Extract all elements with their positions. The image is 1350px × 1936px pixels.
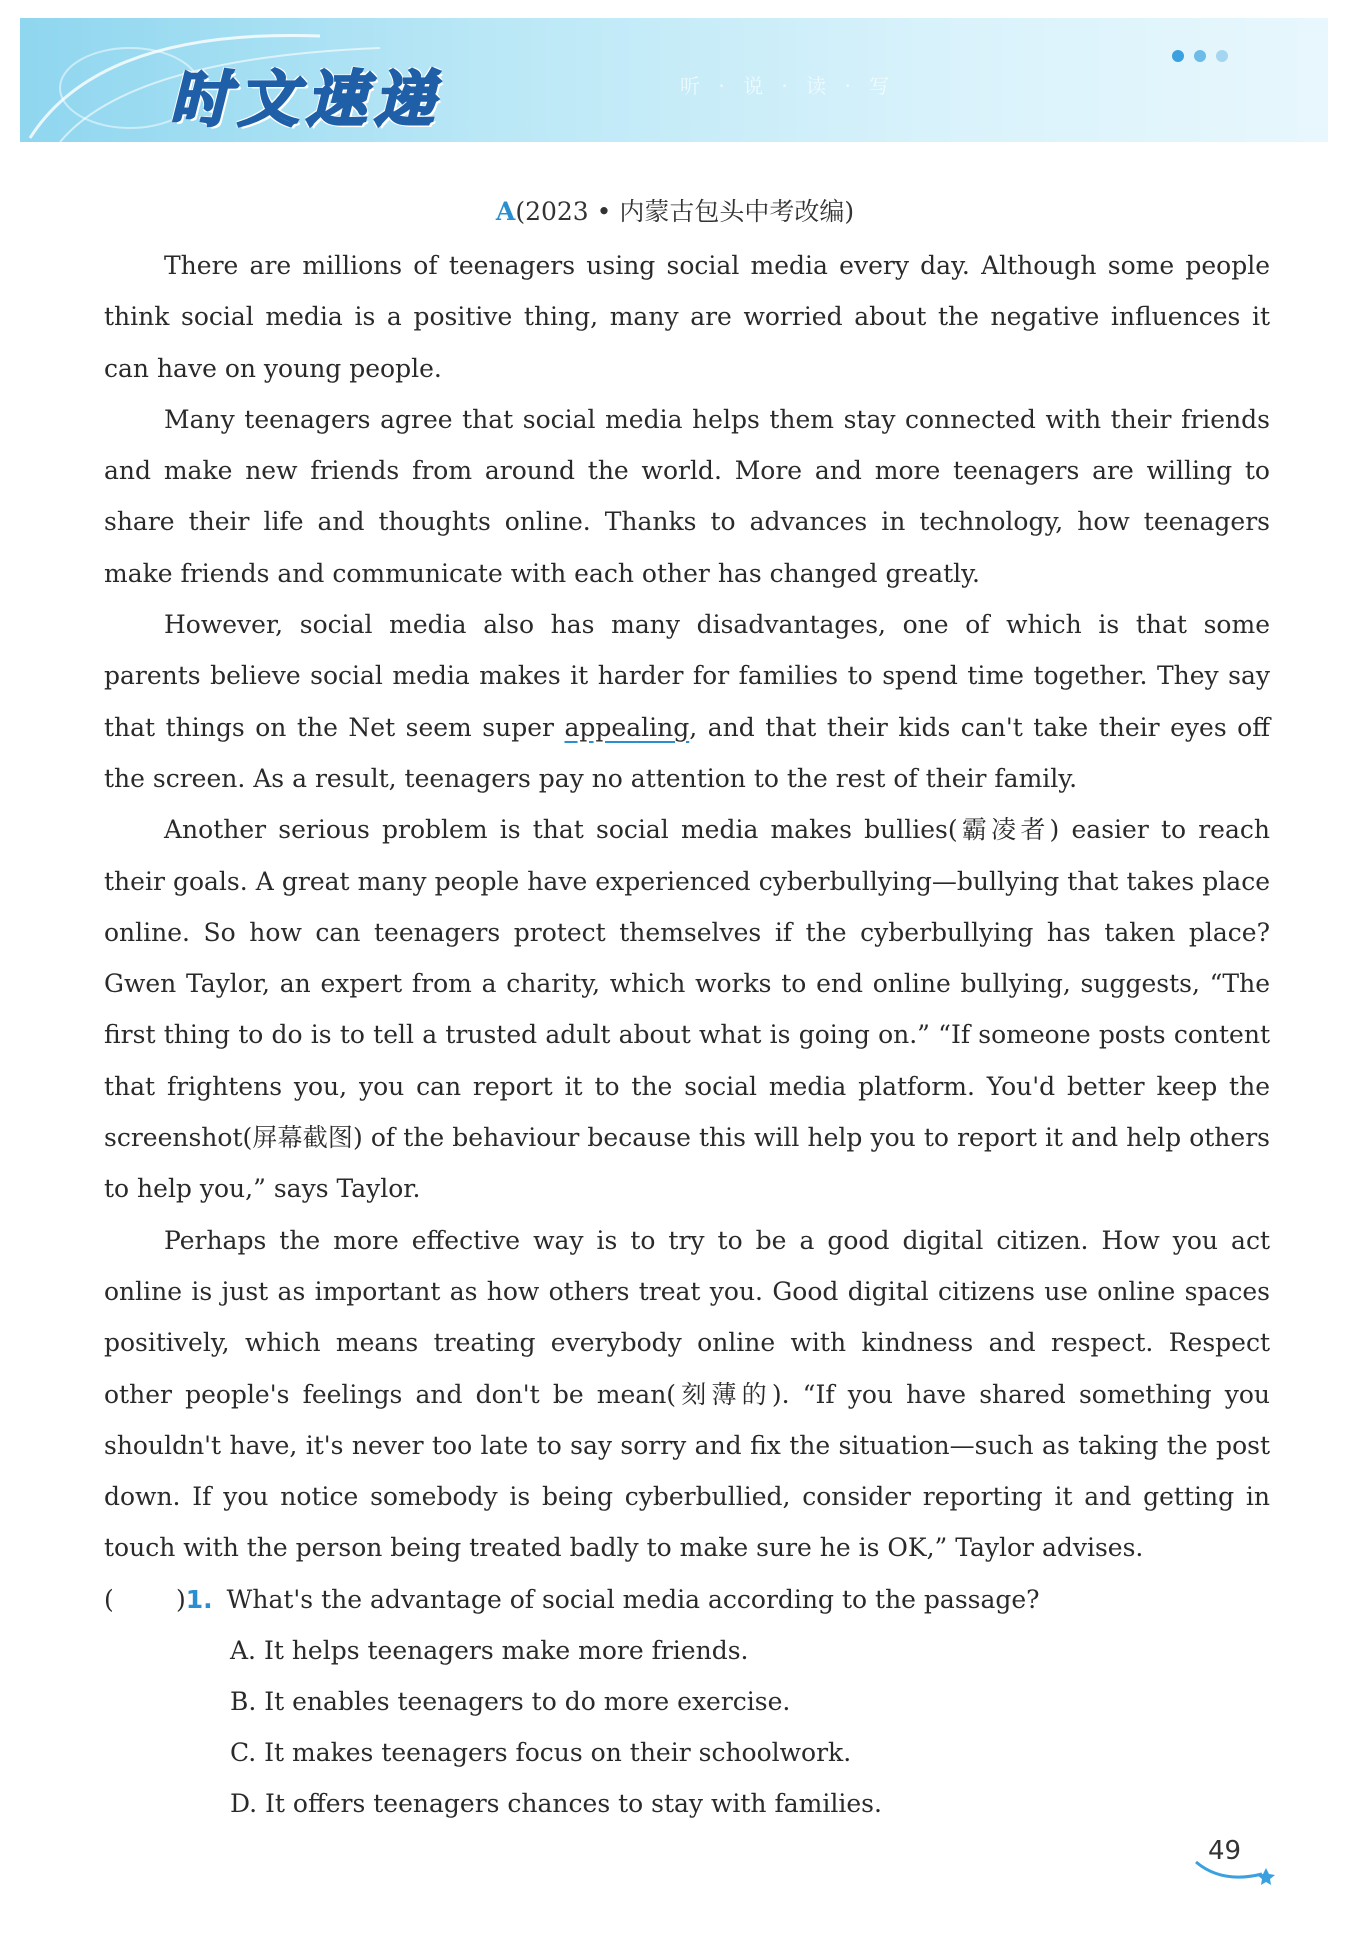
question-1: [104, 1574, 1270, 1829]
source-text: (2023 • 内蒙古包头中考改编): [515, 197, 855, 226]
question-stem: [104, 1574, 1270, 1625]
section-title: 时文速递: [170, 65, 442, 135]
paragraph-2: Many teenagers agree that social media helps them stay connected with their friends and make new friends from around the world. More and more teenagers are willing to share their life and thoughts online. Thanks to advances in technology, how teenagers make friends and communicate with each other has changed greatly.: [104, 404, 1270, 588]
decorative-dots-icon: [1172, 50, 1228, 62]
paragraph-5: Perhaps the more effective way is to try to be a good digital citizen. How you act online is just as important as how others treat you. Good digital citizens use online spaces positively, which means treating everybody online with kindness and respect. Respect other people's feelings and don't be mean(刻薄的). “If you have shared something you shouldn't have, it's never too late to say sorry and fix the situation—such as taking the post down. If you notice somebody is being cyberbullied, consider reporting it and getting in touch with the person being treated badly to make sure he is OK,” Taylor advises.: [104, 1225, 1270, 1563]
paragraph-3-text-b: , and that their kids can't take their eyes off the screen. As a result, teenagers pay no attention to the rest of their family.: [104, 712, 1270, 793]
question-number: 1.: [185, 1585, 213, 1614]
option-b[interactable]: B. It enables teenagers to do more exercise.: [230, 1687, 791, 1716]
paragraph-4: Another serious problem is that social media makes bullies(霸凌者) easier to reach their goals. A great many people have experienced cyberbullying—bullying that takes place online. So how can teenagers protect themselves if the cyberbullying has taken place? Gwen Taylor, an expert from a charity, which works to end online bullying, suggests, “The first thing to do is to tell a trusted adult about what is going on.” “If someone posts content that frightens you, you can report it to the social media platform. You'd better keep the screenshot(屏幕截图) of the behaviour because this will help you to report it and help others to help you,” says Taylor.: [104, 815, 1270, 1204]
header-banner: [20, 18, 1328, 142]
passage-letter: A: [495, 197, 516, 226]
option-c[interactable]: C. It makes teenagers focus on their schoolwork.: [230, 1738, 852, 1767]
passage-source: [0, 192, 1350, 228]
passage-body: [104, 240, 1270, 1574]
banner-faint-text: 听 · 说 · 读 · 写: [680, 74, 896, 98]
page-number: 49: [1208, 1836, 1242, 1866]
paragraph-3-text-a: However, social media also has many disadvantages, one of which is that some parents believe social media makes it harder for families to spend time together. They say that things on the Net seem super: [104, 610, 1270, 742]
paragraph-1: There are millions of teenagers using social media every day. Although some people think social media is a positive thing, many are worried about the negative influences it can have on young people.: [104, 251, 1270, 383]
question-text: What's the advantage of social media according to the passage?: [226, 1585, 1040, 1614]
option-a[interactable]: A. It helps teenagers make more friends.: [230, 1636, 749, 1665]
option-d[interactable]: D. It offers teenagers chances to stay with families.: [230, 1789, 882, 1818]
answer-paren-open[interactable]: (: [104, 1585, 114, 1614]
paragraph-3: [104, 599, 1270, 804]
answer-paren-close: ): [176, 1585, 186, 1614]
underlined-word: appealing: [564, 712, 690, 742]
